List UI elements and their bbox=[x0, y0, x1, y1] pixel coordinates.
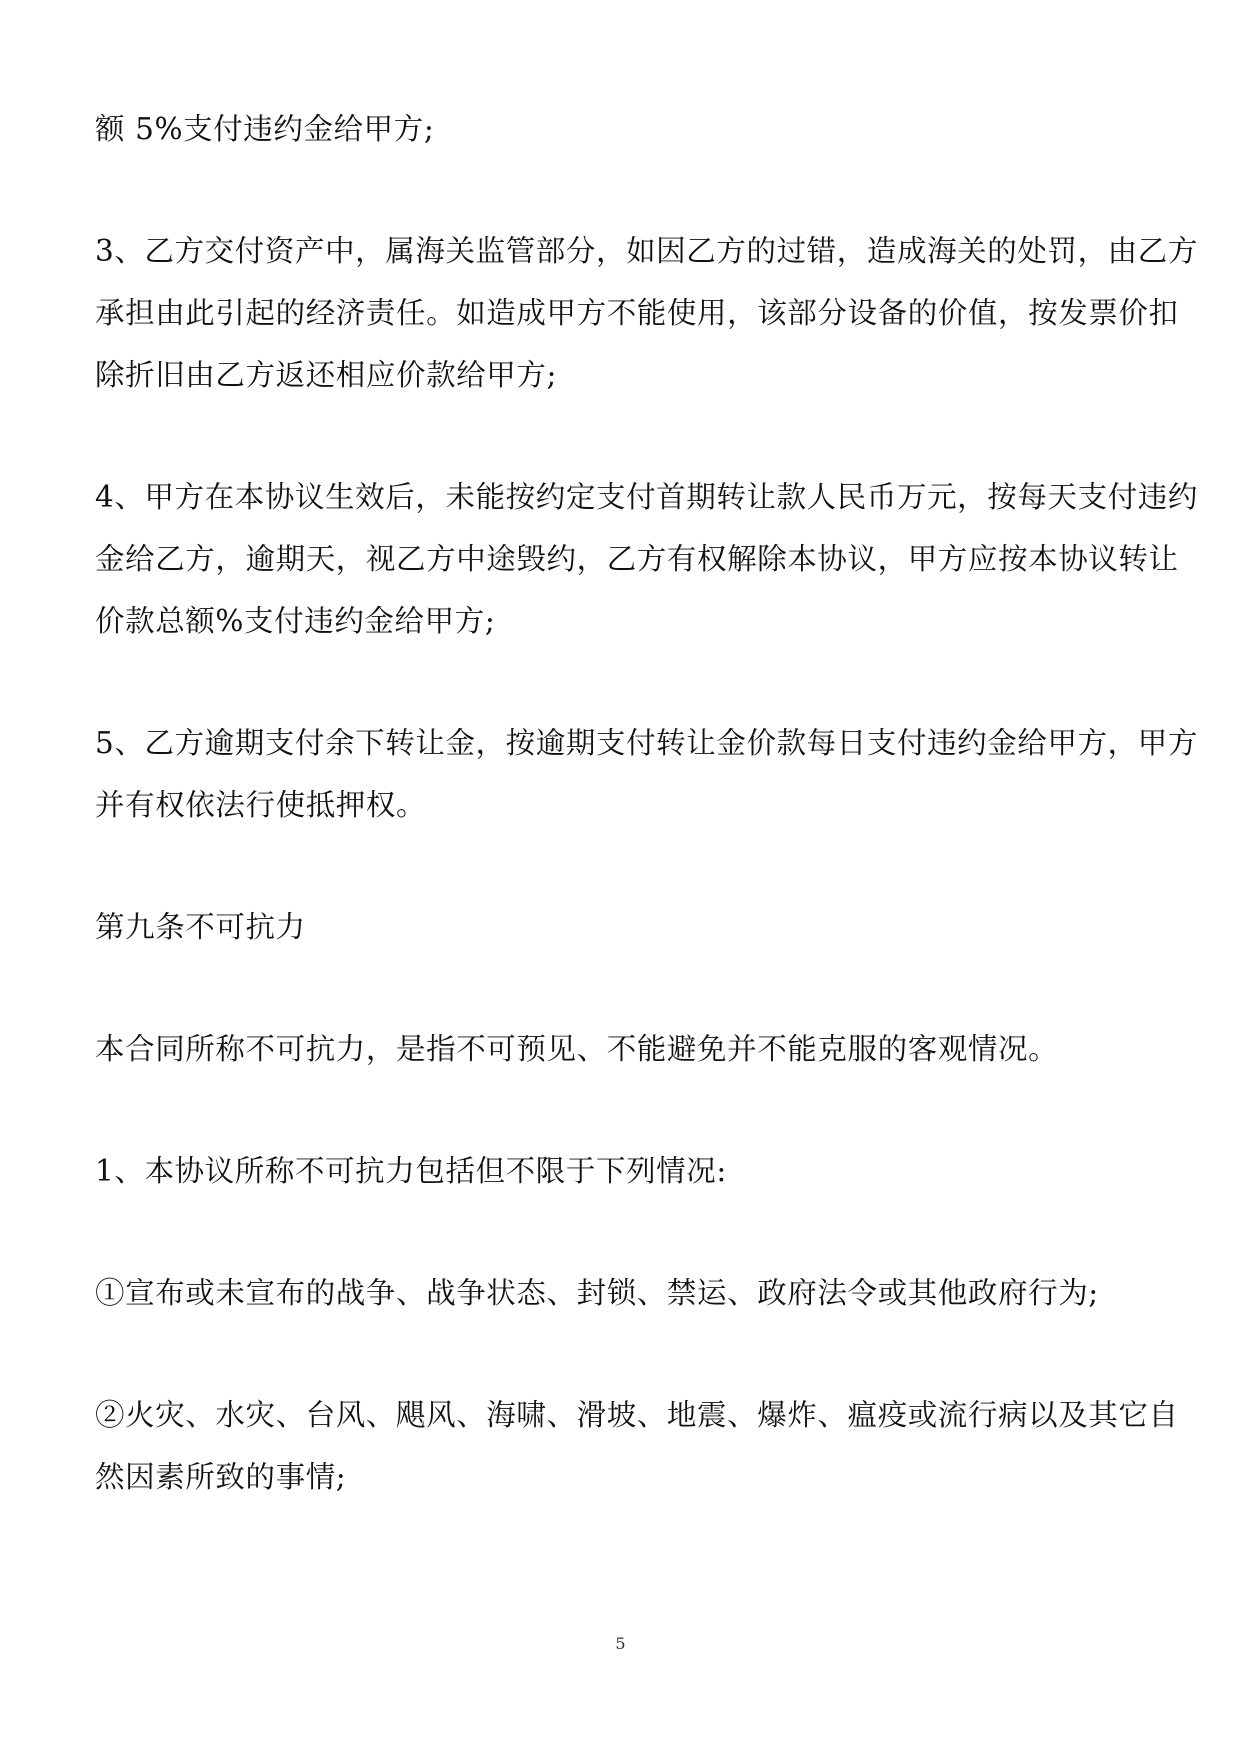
text-line: 3、乙方交付资产中，属海关监管部分，如因乙方的过错，造成海关的处罚，由乙方 bbox=[95, 234, 1198, 268]
document-body bbox=[95, 98, 1198, 1568]
text-line: ②火灾、水灾、台风、飓风、海啸、滑坡、地震、爆炸、瘟疫或流行病以及其它自 bbox=[95, 1398, 1179, 1432]
text-line: 4、甲方在本协议生效后，未能按约定支付首期转让款人民币万元，按每天支付违约 bbox=[95, 480, 1198, 514]
list-item-1 bbox=[95, 1262, 1150, 1324]
text-line: ①宣布或未宣布的战争、战争状态、封锁、禁运、政府法令或其他政府行为; bbox=[95, 1276, 1099, 1310]
text-line: 本合同所称不可抗力，是指不可预见、不能避免并不能克服的客观情况。 bbox=[95, 1032, 1059, 1066]
paragraph-clause-3 bbox=[95, 220, 1198, 406]
paragraph-clause-4 bbox=[95, 466, 1198, 652]
paragraph-force-majeure-definition bbox=[95, 1018, 1150, 1080]
section-heading-article-9 bbox=[95, 896, 1150, 958]
page-number: 5 bbox=[615, 1634, 626, 1653]
paragraph-clause-5 bbox=[95, 712, 1198, 836]
text-line: 承担由此引起的经济责任。如造成甲方不能使用，该部分设备的价值，按发票价扣 bbox=[95, 296, 1179, 330]
text-line: 并有权依法行使抵押权。 bbox=[95, 788, 427, 822]
text-line: 然因素所致的事情; bbox=[95, 1460, 347, 1494]
text-line: 1、本协议所称不可抗力包括但不限于下列情况: bbox=[95, 1154, 727, 1188]
text-line: 5、乙方逾期支付余下转让金，按逾期支付转让金价款每日支付违约金给甲方，甲方 bbox=[95, 726, 1198, 760]
text-line: 除折旧由乙方返还相应价款给甲方; bbox=[95, 358, 558, 392]
list-item-2 bbox=[95, 1384, 1179, 1508]
paragraph-penalty-tail bbox=[95, 98, 1150, 160]
paragraph-force-majeure-scope bbox=[95, 1140, 1150, 1202]
text-line: 第九条不可抗力 bbox=[95, 910, 306, 944]
text-line: 额 5%支付违约金给甲方; bbox=[95, 112, 435, 146]
text-line: 金给乙方，逾期天，视乙方中途毁约，乙方有权解除本协议，甲方应按本协议转让 bbox=[95, 542, 1179, 576]
text-line: 价款总额%支付违约金给甲方; bbox=[95, 604, 496, 638]
